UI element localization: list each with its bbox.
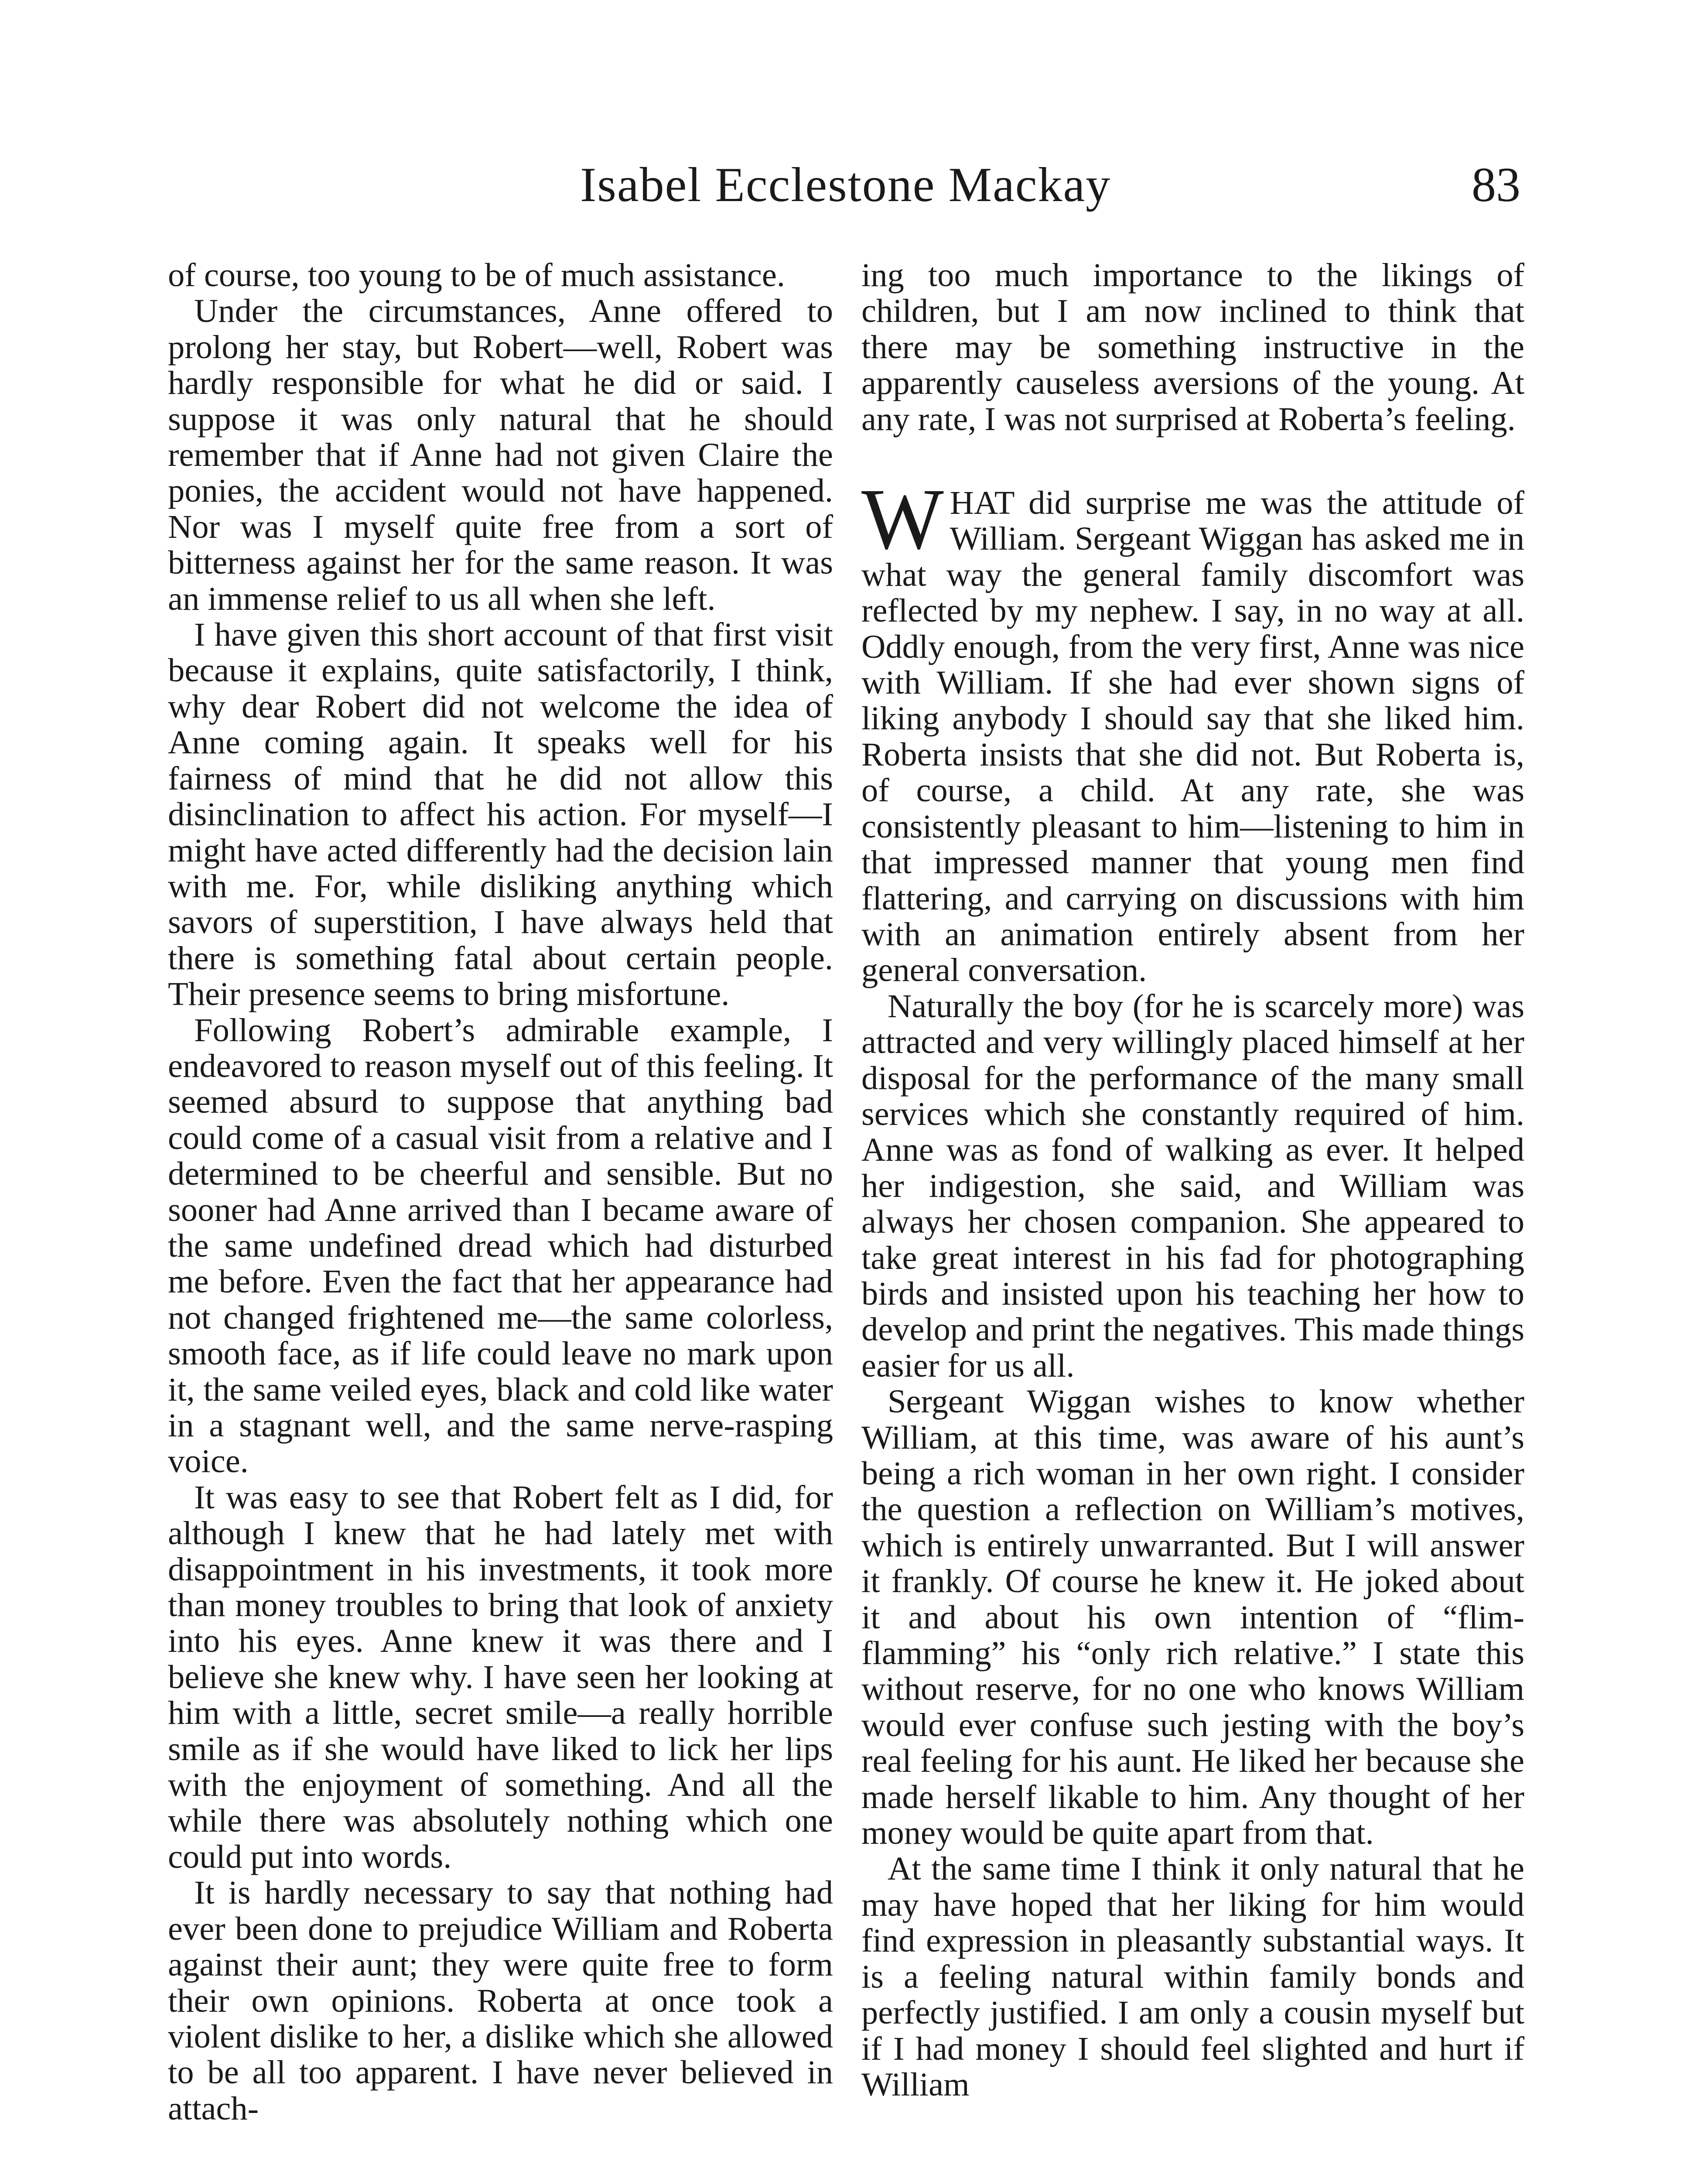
drop-cap: W <box>861 471 944 568</box>
paragraph: I have given this short account of that first visit because it explains, quite satisfactorily, I think, why dear Robert did not welcome the idea of Anne coming again. It speaks well for his fairness of mind that he did not allow this disinclination to affect his action. For myself—I might have acted differently had the decision lain with me. For, while disliking anything which savors of superstition, I have always held that there is something fatal about certain people. Their presence seems to bring misfortune. <box>168 616 833 1013</box>
paragraph: ing too much importance to the likings of children, but I am now inclined to think that there may be something instructive in the apparently causeless aversions of the young. At any rate, I was not surprised at Roberta’s feeling. <box>861 256 1524 438</box>
running-head: Isabel Ecclestone Mackay <box>580 158 1111 212</box>
paragraph-text: HAT did surprise me was the attitude of William. Sergeant Wiggan has asked me in what way the general family discomfort was reflected by my nephew. I say, in no way at all. Oddly enough, from the very first, Anne was nice with William. If she had ever shown signs of liking anybody I should say that she liked him. Roberta insists that she did not. But Roberta is, of course, a child. At any rate, she was consistently pleasant to him—listening to him in that impressed manner that young men find flattering, and carrying on discussions with him with an animation entirely absent from her general conversation. <box>861 484 1524 989</box>
left-column <box>168 257 833 2126</box>
paragraph: It is hardly necessary to say that nothing had ever been done to prejudice William and Roberta against their aunt; they were quite free to form their own opinions. Roberta at once took a violent dislike to her, a dislike which she allowed to be all too apparent. I have never believed in attach- <box>168 1874 833 2127</box>
page-number: 83 <box>1472 158 1520 212</box>
paragraph: Under the circumstances, Anne offered to prolong her stay, but Robert—well, Robert was hardly responsible for what he did or said. I suppose it was only natural that he should remember that if Anne had not given Claire the ponies, the accident would not have happened. Nor was I myself quite free from a sort of bitterness against her for the same reason. It was an immense relief to us all when she left. <box>168 292 833 617</box>
paragraph: of course, too young to be of much assistance. <box>168 256 785 294</box>
paragraph: Following Robert’s admirable example, I endeavored to reason myself out of this feeling. It seemed absurd to suppose that anything bad could come of a casual visit from a relative and I determined to be cheerful and sensible. But no sooner had Anne arrived than I became aware of the same undefined dread which had disturbed me before. Even the fact that her appearance had not changed frightened me—the same colorless, smooth face, as if life could leave no mark upon it, the same veiled eyes, black and cold like water in a stagnant well, and the same nerve-rasping voice. <box>168 1011 833 1480</box>
paragraph: Naturally the boy (for he is scarcely more) was attracted and very willingly placed himself at her disposal for the performance of the many small services which she constantly required of him. Anne was as fond of walking as ever. It helped her indigestion, she said, and William was always her chosen companion. She appeared to take great interest in his fad for photographing birds and insisted upon his teaching her how to develop and print the negatives. This made things easier for us all. <box>861 987 1524 1384</box>
section-opening-paragraph <box>861 471 1524 989</box>
paragraph: It was easy to see that Robert felt as I did, for although I knew that he had lately met with disappointment in his investments, it took more than money troubles to bring that look of anxiety into his eyes. Anne knew it was there and I believe she knew why. I have seen her looking at him with a little, secret smile—a really horrible smile as if she would have liked to lick her lips with the enjoyment of something. And all the while there was absolutely nothing which one could put into words. <box>168 1478 833 1875</box>
paragraph: Sergeant Wiggan wishes to know whether William, at this time, was aware of his aunt’s being a rich woman in her own right. I consider the question a reflection on William’s motives, which is entirely unwarranted. But I will answer it frankly. Of course he knew it. He joked about it and about his own intention of “flim-flamming” his “only rich relative.” I state this without reserve, for no one who knows William would ever confuse such jesting with the boy’s real feeling for his aunt. He liked her because she made herself likable to him. Any thought of her money would be quite apart from that. <box>861 1383 1524 1852</box>
paragraph: At the same time I think it only natural that he may have hoped that her liking for him would find expression in pleasantly substantial ways. It is a feeling natural within family bonds and perfectly justified. I am only a cousin myself but if I had money I should feel slighted and hurt if William <box>861 1850 1524 2103</box>
right-column <box>861 257 1524 2102</box>
